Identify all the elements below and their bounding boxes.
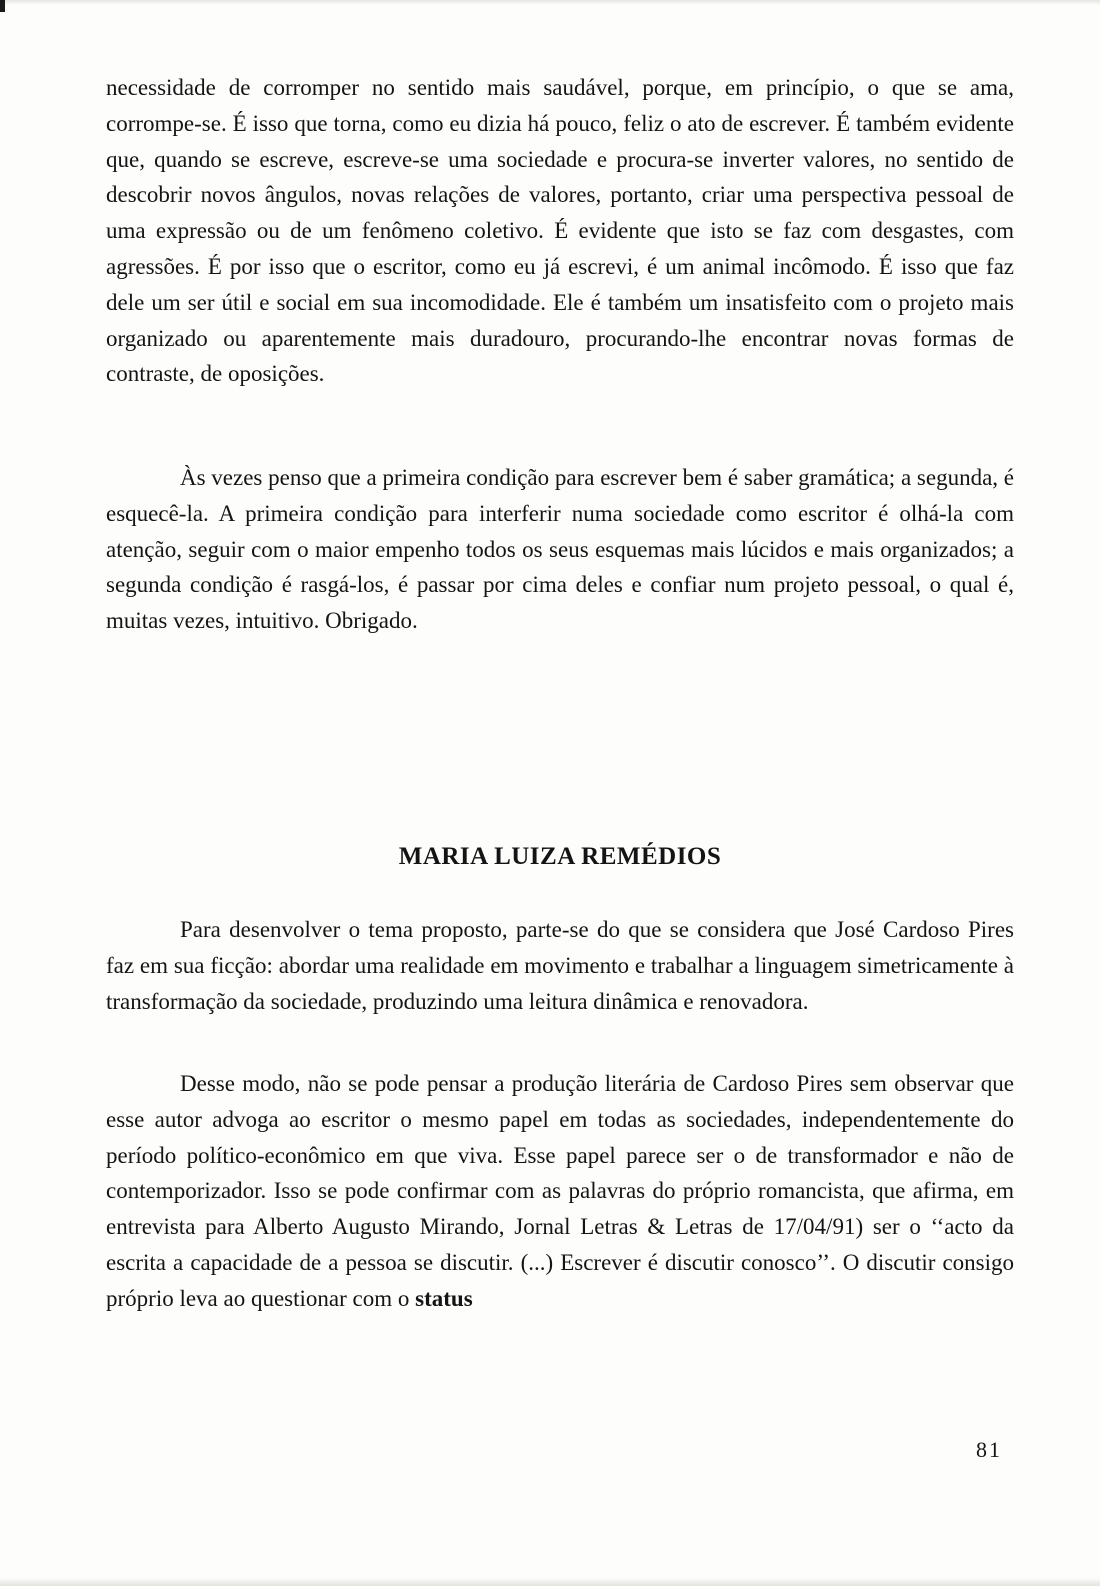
section-heading: MARIA LUIZA REMÉDIOS [398,843,722,870]
closing-paragraph [106,460,1014,639]
paragraph-text: Às vezes penso que a primeira condição para escrever bem é saber gramática; a segunda, é esquecê-la. A primeira condição para interferir numa sociedade como escritor é olhá-la com atenção, seguir com o maior empenho todos os seus esquemas mais lúcidos e mais organizados; a segunda condição é rasgá-los, é passar por cima deles e confiar num projeto pessoal, o qual é, muitas vezes, intuitivo. Obrigado. [106,465,1014,634]
body-paragraph [106,1066,1014,1317]
intro-paragraph [106,912,1014,1019]
bold-term: status [415,1285,473,1311]
scan-bottom-edge [0,1578,1100,1586]
continued-paragraph [106,70,1014,392]
scan-corner-mark [0,0,5,12]
scan-top-edge [0,0,1100,5]
paragraph-text [106,1066,1014,1317]
paragraph-text: Para desenvolver o tema proposto, parte-se do que se considera que José Cardoso Pires faz em sua ficção: abordar uma realidade em movimento e trabalhar a linguagem simetricamente à transformação da sociedade, produzindo uma leitura dinâmica e renovadora. [106,917,1014,1014]
paragraph-body: Desse modo, não se pode pensar a produção literária de Cardoso Pires sem observar que esse autor advoga ao escritor o mesmo papel em todas as sociedades, independentemente do período político-econômico em que viva. Esse papel parece ser o de transformador e não de contemporizador. Isso se pode confirmar com as palavras do próprio romancista, que afirma, em entrevista para Alberto Augusto Mirando, Jornal Letras & Letras de 17/04/91) ser o ‘‘acto da escrita a capacidade de a pessoa se discutir. (...) Escrever é discutir conosco’’. O discutir consigo próprio leva ao questionar com o [106,1071,1014,1311]
page-number: 81 [976,1437,1002,1462]
paragraph-text: necessidade de corromper no sentido mais saudável, porque, em princípio, o que se ama, corrompe-se. É isso que torna, como eu dizia há pouco, feliz o ato de escrever. É também evidente que, quando se escreve, escreve-se uma sociedade e procura-se inverter valores, no sentido de descobrir novos ângulos, novas relações de valores, portanto, criar uma perspectiva pessoal de uma expressão ou de um fenômeno coletivo. É evidente que isto se faz com desgastes, com agressões. É por isso que o escritor, como eu já escrevi, é um animal incômodo. É isso que faz dele um ser útil e social em sua incomodidade. Ele é também um insatisfeito com o projeto mais organizado ou aparentemente mais duradouro, procurando-lhe encontrar novas formas de contraste, de oposições. [106,75,1014,387]
